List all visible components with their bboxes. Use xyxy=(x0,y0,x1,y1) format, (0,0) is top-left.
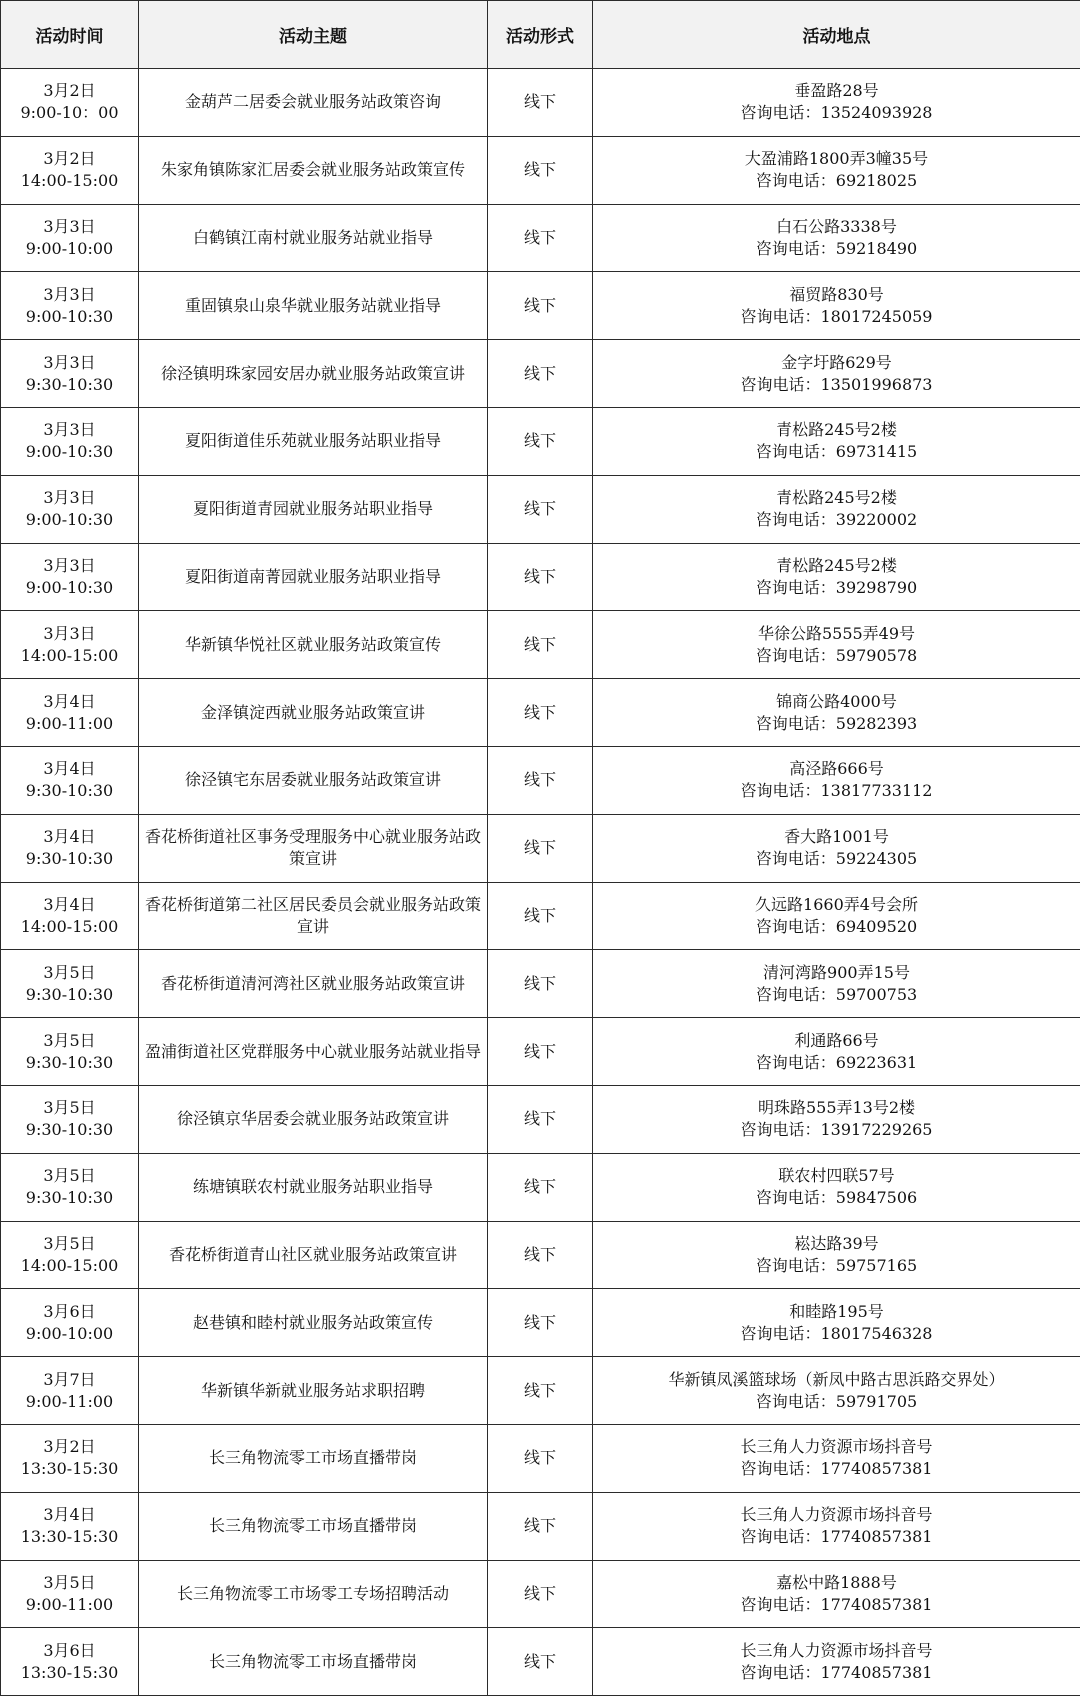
activity-date: 3月3日 xyxy=(43,284,96,304)
cell-activity-location xyxy=(593,407,1080,475)
activity-date: 3月5日 xyxy=(43,1030,96,1050)
activity-phone: 咨询电话：59757165 xyxy=(755,1255,918,1275)
cell-activity-topic: 夏阳街道佳乐苑就业服务站职业指导 xyxy=(139,407,488,475)
cell-activity-time xyxy=(1,1085,139,1153)
activity-date: 3月2日 xyxy=(43,1437,96,1457)
activity-date: 3月6日 xyxy=(43,1640,96,1660)
cell-activity-topic: 香花桥街道社区事务受理服务中心就业服务站政策宣讲 xyxy=(139,814,488,882)
cell-activity-format: 线下 xyxy=(488,407,593,475)
cell-activity-location xyxy=(593,1628,1080,1696)
table-row xyxy=(1,475,1080,543)
activity-address: 长三角人力资源市场抖音号 xyxy=(740,1437,933,1457)
cell-activity-time xyxy=(1,475,139,543)
table-row xyxy=(1,1018,1080,1086)
cell-activity-topic: 长三角物流零工市场直播带岗 xyxy=(139,1492,488,1560)
cell-activity-location xyxy=(593,882,1080,950)
activity-date: 3月5日 xyxy=(43,1098,96,1118)
table-row xyxy=(1,543,1080,611)
activity-phone: 咨询电话：59700753 xyxy=(755,984,918,1004)
activity-time-range: 9:00-10:30 xyxy=(25,577,114,597)
table-row xyxy=(1,611,1080,679)
activity-date: 3月4日 xyxy=(43,691,96,711)
activity-time-range: 9:30-10:30 xyxy=(25,1052,114,1072)
activity-date: 3月3日 xyxy=(43,420,96,440)
cell-activity-format: 线下 xyxy=(488,1560,593,1628)
activity-phone: 咨询电话：69223631 xyxy=(755,1052,918,1072)
activity-time-range: 9:00-10:30 xyxy=(25,306,114,326)
activity-time-range: 9:30-10:30 xyxy=(25,781,114,801)
cell-activity-location xyxy=(593,1153,1080,1221)
activity-address: 青松路245号2楼 xyxy=(776,420,897,440)
activity-time-range: 9:30-10:30 xyxy=(25,849,114,869)
cell-activity-topic: 香花桥街道青山社区就业服务站政策宣讲 xyxy=(139,1221,488,1289)
activity-date: 3月6日 xyxy=(43,1301,96,1321)
activity-address: 青松路245号2楼 xyxy=(776,488,897,508)
cell-activity-format: 线下 xyxy=(488,1628,593,1696)
cell-activity-time xyxy=(1,1628,139,1696)
activity-address: 长三角人力资源市场抖音号 xyxy=(740,1640,933,1660)
activity-phone: 咨询电话：13817733112 xyxy=(740,781,933,801)
activity-date: 3月3日 xyxy=(43,488,96,508)
cell-activity-location xyxy=(593,746,1080,814)
activity-phone: 咨询电话：69218025 xyxy=(755,171,918,191)
activity-date: 3月7日 xyxy=(43,1369,96,1389)
cell-activity-time xyxy=(1,69,139,137)
table-row xyxy=(1,1289,1080,1357)
cell-activity-format: 线下 xyxy=(488,1153,593,1221)
table-row xyxy=(1,1560,1080,1628)
activity-date: 3月2日 xyxy=(43,149,96,169)
table-row xyxy=(1,746,1080,814)
header-activity-time: 活动时间 xyxy=(1,1,139,69)
cell-activity-location xyxy=(593,475,1080,543)
activity-date: 3月2日 xyxy=(43,81,96,101)
cell-activity-topic: 夏阳街道南菁园就业服务站职业指导 xyxy=(139,543,488,611)
activity-address: 福贸路830号 xyxy=(789,284,884,304)
activity-time-range: 9:00-10:00 xyxy=(25,238,114,258)
cell-activity-format: 线下 xyxy=(488,1085,593,1153)
table-body xyxy=(1,69,1080,1696)
cell-activity-time xyxy=(1,543,139,611)
activity-phone: 咨询电话：39298790 xyxy=(755,577,918,597)
activity-time-range: 9:30-10:30 xyxy=(25,1120,114,1140)
cell-activity-topic: 徐泾镇京华居委会就业服务站政策宣讲 xyxy=(139,1085,488,1153)
cell-activity-format: 线下 xyxy=(488,746,593,814)
activity-date: 3月4日 xyxy=(43,894,96,914)
table-row xyxy=(1,950,1080,1018)
activity-address: 崧达路39号 xyxy=(794,1233,879,1253)
activity-time-range: 9:00-11:00 xyxy=(25,1594,114,1614)
cell-activity-topic: 徐泾镇明珠家园安居办就业服务站政策宣讲 xyxy=(139,340,488,408)
cell-activity-topic: 华新镇华新就业服务站求职招聘 xyxy=(139,1357,488,1425)
activity-time-range: 9:30-10:30 xyxy=(25,1188,114,1208)
cell-activity-topic: 香花桥街道第二社区居民委员会就业服务站政策宣讲 xyxy=(139,882,488,950)
activity-time-range: 13:30-15:30 xyxy=(20,1459,119,1479)
cell-activity-location xyxy=(593,1357,1080,1425)
cell-activity-topic: 长三角物流零工市场零工专场招聘活动 xyxy=(139,1560,488,1628)
cell-activity-format: 线下 xyxy=(488,272,593,340)
cell-activity-location xyxy=(593,69,1080,137)
activity-date: 3月5日 xyxy=(43,962,96,982)
activity-address: 白石公路3338号 xyxy=(776,216,897,236)
cell-activity-topic: 重固镇泉山泉华就业服务站就业指导 xyxy=(139,272,488,340)
activity-date: 3月5日 xyxy=(43,1233,96,1253)
cell-activity-time xyxy=(1,950,139,1018)
header-activity-location: 活动地点 xyxy=(593,1,1080,69)
activity-phone: 咨询电话：13501996873 xyxy=(740,374,933,394)
cell-activity-time xyxy=(1,136,139,204)
activity-date: 3月4日 xyxy=(43,1505,96,1525)
activity-address: 利通路66号 xyxy=(794,1030,879,1050)
cell-activity-location xyxy=(593,1085,1080,1153)
table-row xyxy=(1,1628,1080,1696)
activity-time-range: 9:00-10:30 xyxy=(25,510,114,530)
activity-date: 3月4日 xyxy=(43,759,96,779)
table-row xyxy=(1,407,1080,475)
cell-activity-location xyxy=(593,1424,1080,1492)
activity-address: 清河湾路900弄15号 xyxy=(763,962,910,982)
activity-time-range: 9:00-11:00 xyxy=(25,1391,114,1411)
cell-activity-topic: 白鹤镇江南村就业服务站就业指导 xyxy=(139,204,488,272)
cell-activity-format: 线下 xyxy=(488,475,593,543)
activity-date: 3月4日 xyxy=(43,827,96,847)
table-row xyxy=(1,1221,1080,1289)
activity-address: 锦商公路4000号 xyxy=(776,691,897,711)
cell-activity-time xyxy=(1,1560,139,1628)
cell-activity-format: 线下 xyxy=(488,882,593,950)
cell-activity-location xyxy=(593,543,1080,611)
table-row xyxy=(1,679,1080,747)
cell-activity-location xyxy=(593,1221,1080,1289)
cell-activity-location xyxy=(593,1492,1080,1560)
activity-time-range: 9:30-10:30 xyxy=(25,984,114,1004)
activity-date: 3月3日 xyxy=(43,216,96,236)
activity-time-range: 13:30-15:30 xyxy=(20,1527,119,1547)
cell-activity-format: 线下 xyxy=(488,950,593,1018)
activity-time-range: 14:00-15:00 xyxy=(20,171,119,191)
cell-activity-topic: 华新镇华悦社区就业服务站政策宣传 xyxy=(139,611,488,679)
activity-time-range: 14:00-15:00 xyxy=(20,1255,119,1275)
cell-activity-time xyxy=(1,204,139,272)
activity-phone: 咨询电话：18017245059 xyxy=(740,306,933,326)
cell-activity-location xyxy=(593,679,1080,747)
activity-time-range: 9:00-10:00 xyxy=(25,1323,114,1343)
activity-address: 垂盈路28号 xyxy=(794,81,879,101)
table-header-row xyxy=(1,1,1080,69)
table-row xyxy=(1,136,1080,204)
cell-activity-time xyxy=(1,882,139,950)
activity-address: 华徐公路5555弄49号 xyxy=(757,623,916,643)
cell-activity-format: 线下 xyxy=(488,611,593,679)
activity-address: 长三角人力资源市场抖音号 xyxy=(740,1505,933,1525)
table-row xyxy=(1,1492,1080,1560)
activity-phone: 咨询电话：59224305 xyxy=(755,849,918,869)
cell-activity-topic: 长三角物流零工市场直播带岗 xyxy=(139,1424,488,1492)
activity-date: 3月3日 xyxy=(43,555,96,575)
cell-activity-format: 线下 xyxy=(488,1289,593,1357)
activity-phone: 咨询电话：17740857381 xyxy=(740,1594,933,1614)
table-row xyxy=(1,1357,1080,1425)
activity-address: 香大路1001号 xyxy=(784,827,889,847)
cell-activity-format: 线下 xyxy=(488,69,593,137)
cell-activity-time xyxy=(1,1289,139,1357)
activity-address: 高泾路666号 xyxy=(789,759,884,779)
cell-activity-topic: 长三角物流零工市场直播带岗 xyxy=(139,1628,488,1696)
cell-activity-location xyxy=(593,611,1080,679)
activity-address: 华新镇凤溪篮球场（新凤中路古思浜路交界处） xyxy=(668,1369,1005,1389)
activity-phone: 咨询电话：59791705 xyxy=(755,1391,918,1411)
activity-phone: 咨询电话：17740857381 xyxy=(740,1662,933,1682)
table-row xyxy=(1,272,1080,340)
cell-activity-location xyxy=(593,204,1080,272)
cell-activity-location xyxy=(593,1018,1080,1086)
cell-activity-format: 线下 xyxy=(488,1018,593,1086)
activity-address: 嘉松中路1888号 xyxy=(776,1572,897,1592)
activity-address: 久远路1660弄4号会所 xyxy=(755,894,918,914)
activity-time-range: 9:00-10：00 xyxy=(20,103,119,123)
cell-activity-time xyxy=(1,814,139,882)
cell-activity-format: 线下 xyxy=(488,1492,593,1560)
cell-activity-location xyxy=(593,136,1080,204)
cell-activity-location xyxy=(593,1560,1080,1628)
activity-phone: 咨询电话：17740857381 xyxy=(740,1459,933,1479)
cell-activity-time xyxy=(1,1424,139,1492)
activity-date: 3月5日 xyxy=(43,1572,96,1592)
activity-date: 3月3日 xyxy=(43,352,96,372)
activity-phone: 咨询电话：59218490 xyxy=(755,238,918,258)
cell-activity-time xyxy=(1,611,139,679)
cell-activity-location xyxy=(593,814,1080,882)
cell-activity-time xyxy=(1,340,139,408)
activity-time-range: 14:00-15:00 xyxy=(20,916,119,936)
header-activity-topic: 活动主题 xyxy=(139,1,488,69)
table-row xyxy=(1,204,1080,272)
table-row xyxy=(1,814,1080,882)
activity-date: 3月5日 xyxy=(43,1166,96,1186)
activity-phone: 咨询电话：69731415 xyxy=(755,442,918,462)
cell-activity-location xyxy=(593,272,1080,340)
cell-activity-format: 线下 xyxy=(488,136,593,204)
cell-activity-topic: 金泽镇淀西就业服务站政策宣讲 xyxy=(139,679,488,747)
cell-activity-time xyxy=(1,679,139,747)
cell-activity-topic: 盈浦街道社区党群服务中心就业服务站就业指导 xyxy=(139,1018,488,1086)
cell-activity-topic: 金葫芦二居委会就业服务站政策咨询 xyxy=(139,69,488,137)
activity-address: 青松路245号2楼 xyxy=(776,555,897,575)
activity-phone: 咨询电话：18017546328 xyxy=(740,1323,933,1343)
activity-time-range: 13:30-15:30 xyxy=(20,1662,119,1682)
cell-activity-location xyxy=(593,950,1080,1018)
activity-address: 联农村四联57号 xyxy=(778,1166,895,1186)
cell-activity-topic: 夏阳街道青园就业服务站职业指导 xyxy=(139,475,488,543)
cell-activity-time xyxy=(1,1221,139,1289)
activity-address: 明珠路555弄13号2楼 xyxy=(757,1098,916,1118)
cell-activity-topic: 香花桥街道清河湾社区就业服务站政策宣讲 xyxy=(139,950,488,1018)
cell-activity-time xyxy=(1,272,139,340)
activity-phone: 咨询电话：59282393 xyxy=(755,713,918,733)
activity-phone: 咨询电话：17740857381 xyxy=(740,1527,933,1547)
activity-date: 3月3日 xyxy=(43,623,96,643)
cell-activity-topic: 练塘镇联农村就业服务站职业指导 xyxy=(139,1153,488,1221)
cell-activity-format: 线下 xyxy=(488,204,593,272)
cell-activity-time xyxy=(1,1357,139,1425)
cell-activity-format: 线下 xyxy=(488,1424,593,1492)
activity-time-range: 9:00-10:30 xyxy=(25,442,114,462)
table-row xyxy=(1,882,1080,950)
activity-address: 和睦路195号 xyxy=(789,1301,884,1321)
cell-activity-format: 线下 xyxy=(488,340,593,408)
activity-phone: 咨询电话：13917229265 xyxy=(740,1120,933,1140)
activity-time-range: 9:30-10:30 xyxy=(25,374,114,394)
activity-phone: 咨询电话：39220002 xyxy=(755,510,918,530)
cell-activity-location xyxy=(593,340,1080,408)
activity-phone: 咨询电话：69409520 xyxy=(755,916,918,936)
activity-address: 金字圩路629号 xyxy=(781,352,892,372)
table-row xyxy=(1,1085,1080,1153)
cell-activity-time xyxy=(1,407,139,475)
activity-phone: 咨询电话：59790578 xyxy=(755,645,918,665)
cell-activity-format: 线下 xyxy=(488,814,593,882)
table-row xyxy=(1,340,1080,408)
cell-activity-location xyxy=(593,1289,1080,1357)
cell-activity-topic: 徐泾镇宅东居委就业服务站政策宣讲 xyxy=(139,746,488,814)
cell-activity-time xyxy=(1,746,139,814)
cell-activity-topic: 赵巷镇和睦村就业服务站政策宣传 xyxy=(139,1289,488,1357)
table-row xyxy=(1,1153,1080,1221)
cell-activity-time xyxy=(1,1492,139,1560)
cell-activity-time xyxy=(1,1018,139,1086)
cell-activity-format: 线下 xyxy=(488,1357,593,1425)
header-activity-format: 活动形式 xyxy=(488,1,593,69)
cell-activity-time xyxy=(1,1153,139,1221)
activity-time-range: 9:00-11:00 xyxy=(25,713,114,733)
activity-phone: 咨询电话：59847506 xyxy=(755,1188,918,1208)
cell-activity-format: 线下 xyxy=(488,1221,593,1289)
cell-activity-topic: 朱家角镇陈家汇居委会就业服务站政策宣传 xyxy=(139,136,488,204)
table-row xyxy=(1,69,1080,137)
cell-activity-format: 线下 xyxy=(488,679,593,747)
activity-address: 大盈浦路1800弄3幢35号 xyxy=(744,149,929,169)
activity-phone: 咨询电话：13524093928 xyxy=(740,103,933,123)
cell-activity-format: 线下 xyxy=(488,543,593,611)
activity-time-range: 14:00-15:00 xyxy=(20,645,119,665)
table-row xyxy=(1,1424,1080,1492)
